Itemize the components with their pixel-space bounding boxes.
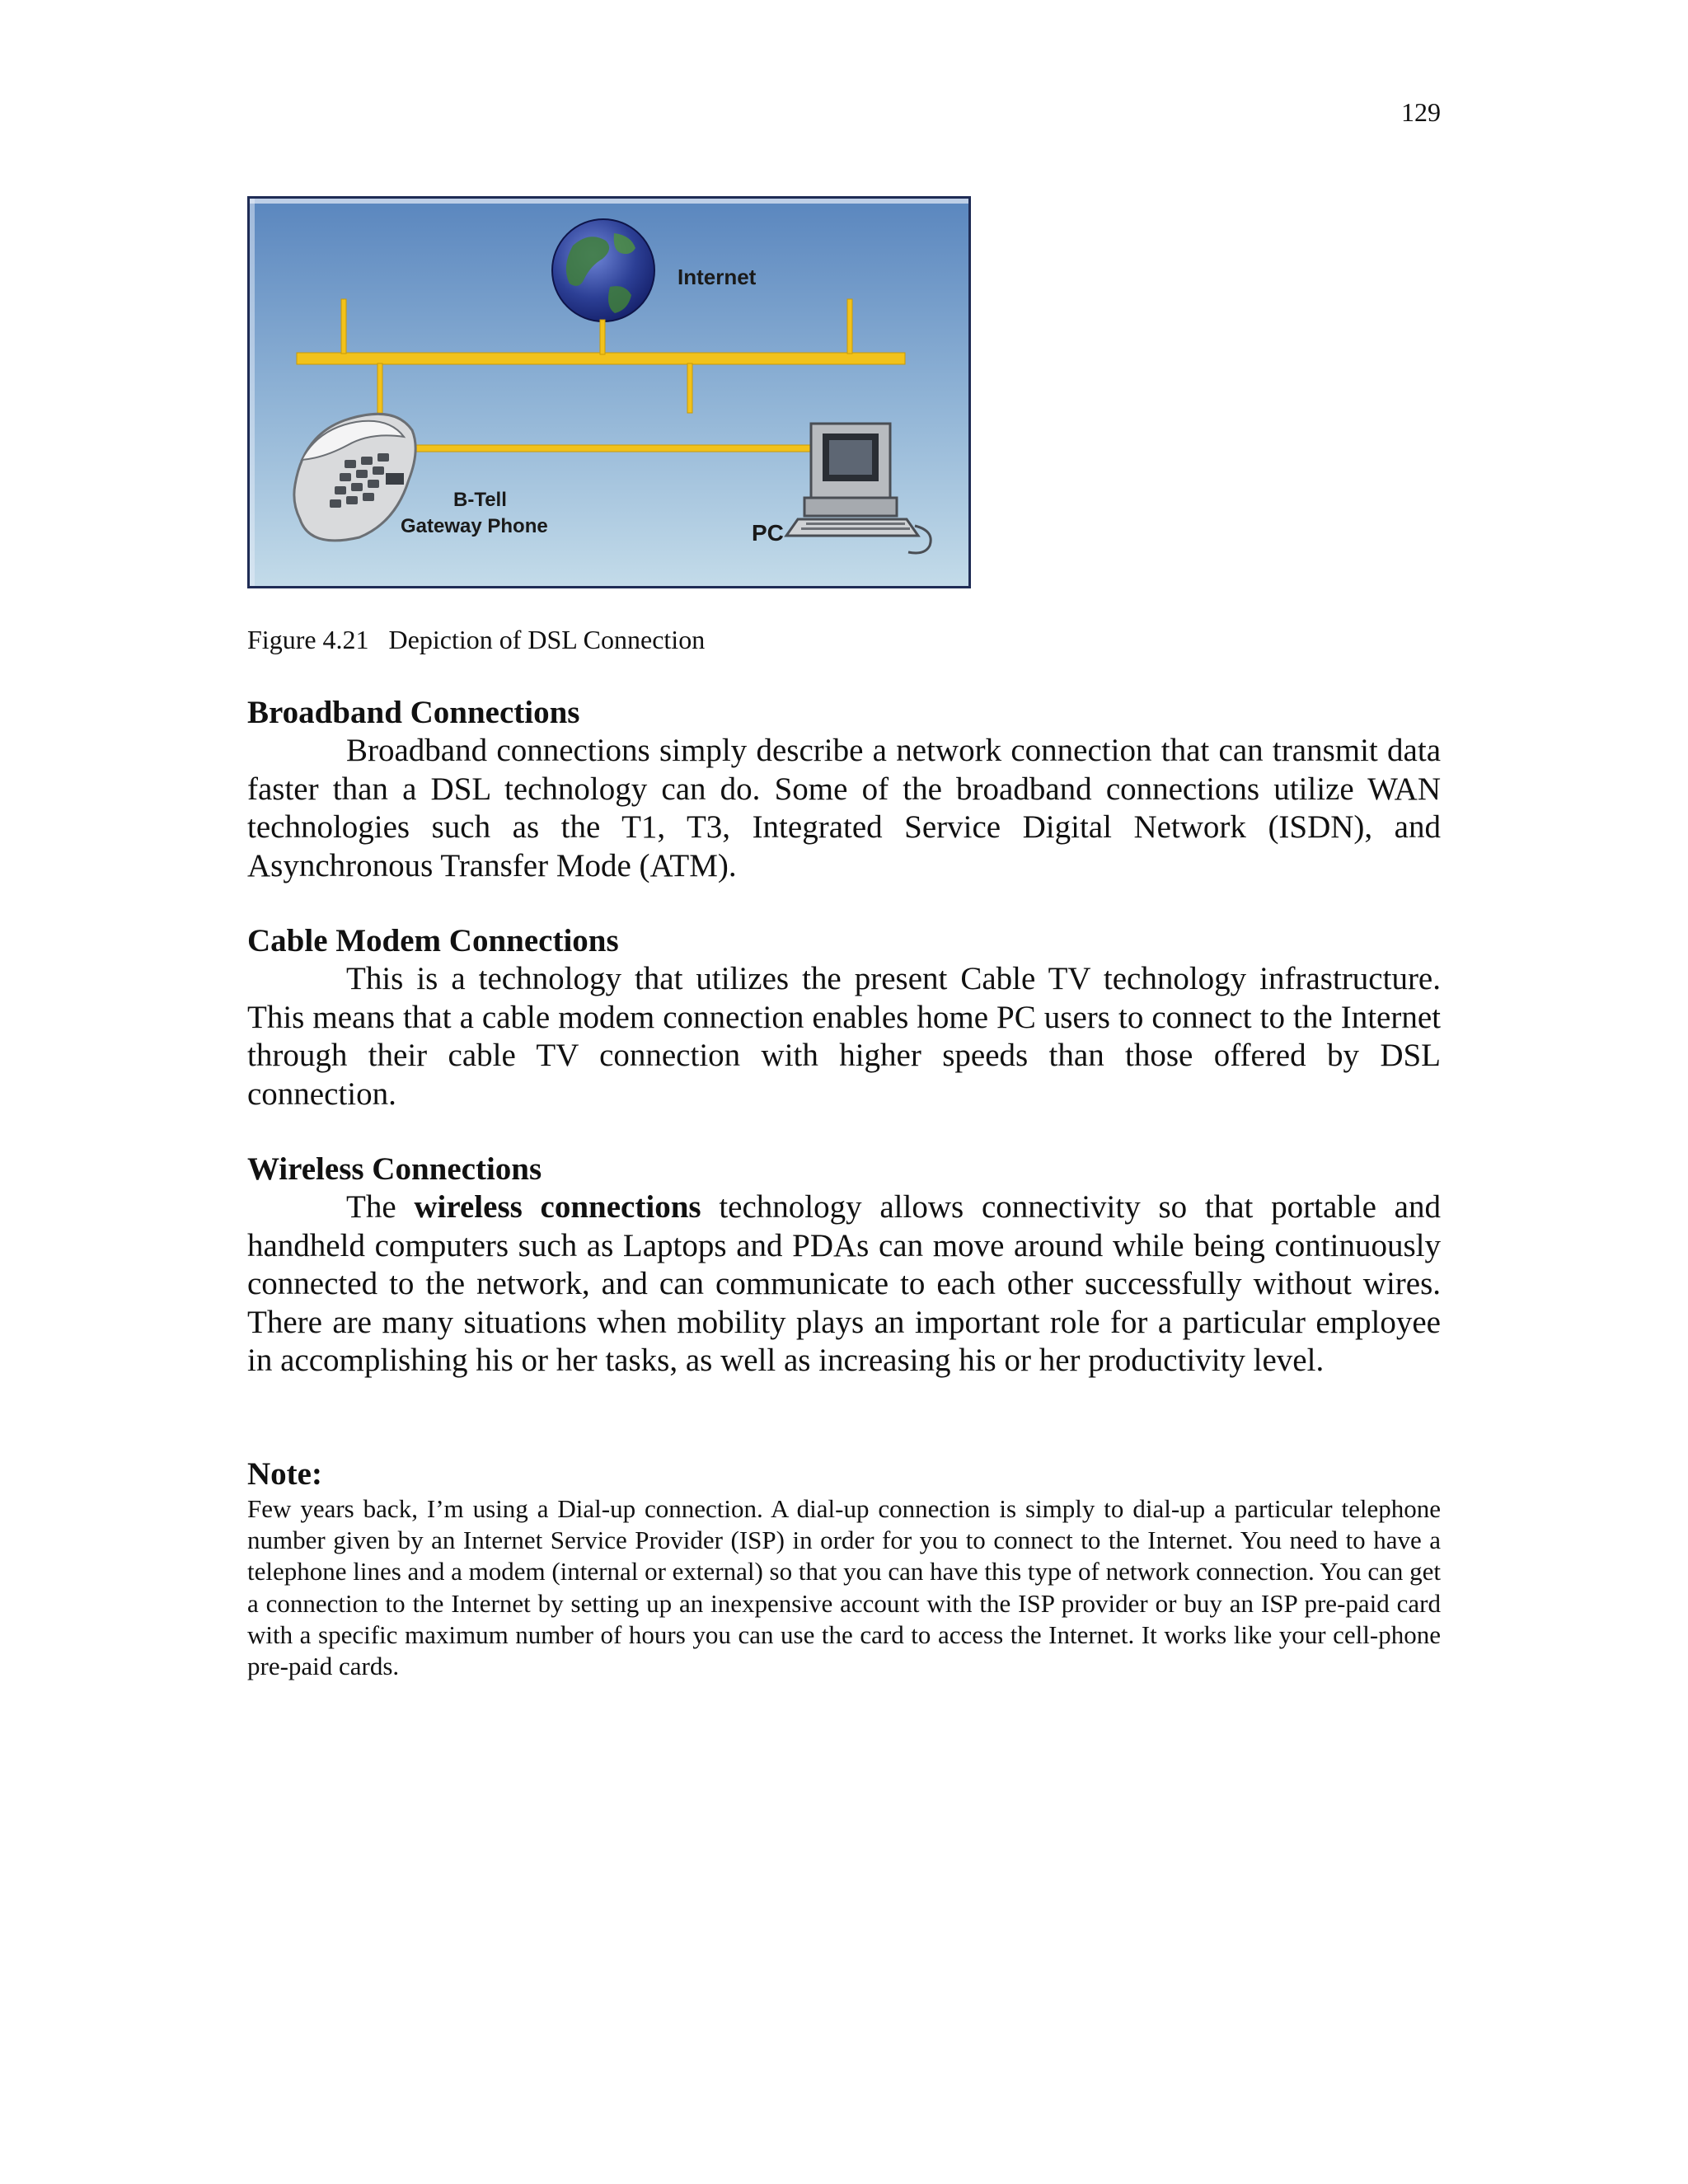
pc-label: PC [752, 520, 784, 546]
note-body: Few years back, I’m using a Dial-up connection. A dial-up connection is simply to dial-up a particular telephone number given by an Internet Service Provider (ISP) in order for you to connect to the Internet. You need to have a telephone lines and a modem (internal or external) so that you can have this type of network connection. You can get a connection to the Internet by setting up an inexpensive account with the ISP provider or buy an ISP pre-paid card with a specific maximum number of hours you can use the card to access the Internet. It works like your cell-phone pre-paid cards. [247, 1494, 1441, 1681]
page-number: 129 [1401, 97, 1441, 127]
dsl-diagram [247, 196, 971, 588]
note-section [247, 1455, 1441, 1682]
section-body: Broadband connections simply describe a network connection that can transmit data faster than a DSL technology can do. Some of the broadband connections utilize WAN technologies such as the T1, T3, Integrated Service Digital Network (ISDN), and Asynchronous Transfer Mode (ATM). [247, 733, 1441, 883]
section-heading: Cable Modem Connections [247, 923, 619, 958]
section-body [247, 1188, 1441, 1380]
section-wireless [247, 1151, 1441, 1380]
figure-caption: Figure 4.21 Depiction of DSL Connection [247, 625, 706, 654]
body-text-rest: technology allows connectivity so that portable and handheld computers such as Laptops and PDAs can move around while being continuously connected to the network, and can communicate to each other successfully without wires. There are many situations when mobility plays an important role for a particular employee in accomplishing his or her tasks, as well as increasing his or her productivity level. [247, 1189, 1441, 1378]
section-cable-modem [247, 922, 1441, 1113]
section-broadband [247, 694, 1441, 885]
body-text-start: The [346, 1189, 415, 1225]
bold-term: wireless connections [414, 1189, 701, 1225]
section-heading: Wireless Connections [247, 1151, 542, 1187]
internet-label: Internet [678, 265, 757, 289]
globe-icon [552, 219, 654, 321]
note-heading: Note: [247, 1456, 322, 1492]
phone-label-line2: Gateway Phone [401, 515, 548, 537]
section-heading: Broadband Connections [247, 695, 580, 730]
phone-label-line1: B-Tell [453, 489, 507, 511]
section-body: This is a technology that utilizes the present Cable TV technology infrastructure. This means that a cable modem connection enables home PC users to connect to the Internet through their cable TV connection with higher speeds than those offered by DSL connection. [247, 961, 1441, 1112]
dsl-connection-figure [247, 196, 971, 588]
